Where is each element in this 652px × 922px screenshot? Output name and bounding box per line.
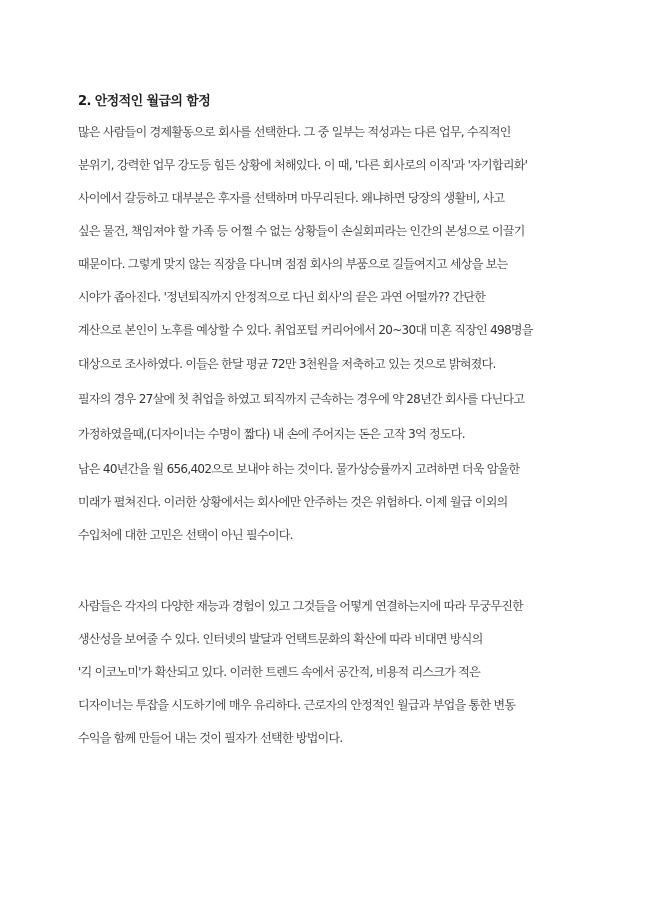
- paragraph-1-line-12: 미래가 펼쳐진다. 이러한 상황에서는 회사에만 안주하는 것은 위험하다. 이제 월급 이외의: [78, 495, 508, 509]
- paragraph-1-line-10: 가정하였을때,(디자이너는 수명이 짧다) 내 손에 주어지는 돈은 고작 3억 정도다.: [78, 427, 465, 441]
- paragraph-1-line-13: 수입처에 대한 고민은 선택이 아닌 필수이다.: [78, 528, 293, 542]
- section-heading: 2. 안정적인 월급의 함정: [78, 94, 211, 109]
- paragraph-1-line-1: 많은 사람들이 경제활동으로 회사를 선택한다. 그 중 일부는 적성과는 다른 업무, 수직적인: [78, 125, 511, 139]
- paragraph-1-line-11: 남은 40년간을 월 656,402으로 보내야 하는 것이다. 물가상승률까지 고려하면 더욱 암울한: [78, 462, 520, 476]
- paragraph-1-line-2: 분위기, 강력한 업무 강도등 힘든 상황에 처해있다. 이 때, '다른 회사로의 이직'과 '자기합리화': [78, 158, 528, 172]
- paragraph-1-line-9: 필자의 경우 27살에 첫 취업을 하였고 퇴직까지 근속하는 경우에 약 28년간 회사를 다닌다고: [78, 392, 525, 406]
- paragraph-1-line-8: 대상으로 조사하였다. 이들은 한달 평균 72만 3천원을 저축하고 있는 것으로 밝혀졌다.: [78, 357, 496, 371]
- paragraph-2-line-3: '긱 이코노미'가 확산되고 있다. 이러한 트렌드 속에서 공간적, 비용적 리스크가 적은: [78, 665, 481, 679]
- paragraph-2-line-4: 디자이너는 투잡을 시도하기에 매우 유리하다. 근로자의 안정적인 월급과 부업을 통한 변동: [78, 698, 516, 712]
- paragraph-1-line-5: 때문이다. 그렇게 맞지 않는 직장을 다니며 점점 회사의 부품으로 길들여지고 세상을 보는: [78, 257, 508, 271]
- paragraph-2-line-5: 수익을 함께 만들어 내는 것이 필자가 선택한 방법이다.: [78, 731, 343, 745]
- paragraph-1-line-6: 시야가 좁아진다. '정년퇴직까지 안정적으로 다닌 회사'의 끝은 과연 어떨까?? 간단한: [78, 290, 486, 304]
- paragraph-2-line-1: 사람들은 각자의 다양한 재능과 경험이 있고 그것들을 어떻게 연결하는지에 따라 무궁무진한: [78, 599, 524, 613]
- paragraph-1-line-4: 싶은 물건, 책임져야 할 가족 등 어쩔 수 없는 상황들이 손실회피라는 인간의 본성으로 이끌기: [78, 224, 525, 238]
- paragraph-2-line-2: 생산성을 보여줄 수 있다. 인터넷의 발달과 언택트문화의 확산에 따라 비대면 방식의: [78, 632, 483, 646]
- paragraph-1-line-3: 사이에서 갈등하고 대부분은 후자를 선택하며 마무리된다. 왜냐하면 당장의 생활비, 사고: [78, 191, 505, 205]
- paragraph-1-line-7: 계산으로 본인이 노후를 예상할 수 있다. 취업포털 커리어에서 20~30대 미혼 직장인 498명을: [78, 323, 533, 337]
